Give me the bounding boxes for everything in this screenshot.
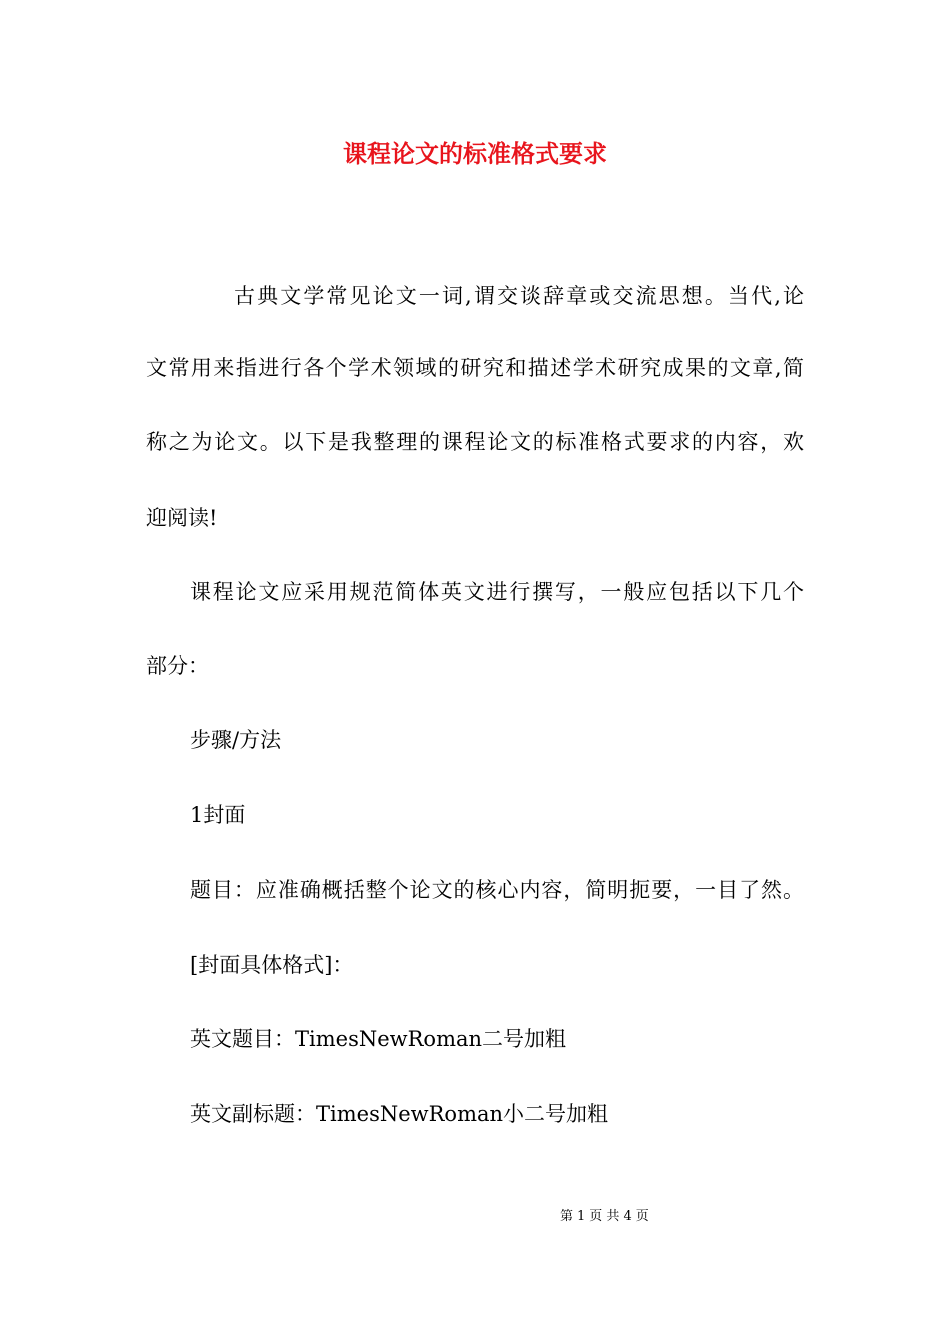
- paragraph-line: 文常用来指进行各个学术领域的研究和描述学术研究成果的文章,简: [146, 356, 804, 380]
- paragraph-line: 课程论文应采用规范简体英文进行撰写，一般应包括以下几个: [190, 580, 804, 604]
- paragraph-line: 称之为论文。以下是我整理的课程论文的标准格式要求的内容，欢: [146, 430, 804, 454]
- section-heading: 步骤/方法: [190, 728, 282, 752]
- paragraph-line: 部分：: [146, 654, 209, 678]
- paragraph-line: 英文题目：TimesNewRoman二号加粗: [190, 1027, 567, 1051]
- paragraph-line: 题目：应准确概括整个论文的核心内容，简明扼要，一目了然。: [190, 878, 804, 902]
- paragraph-line: 迎阅读!: [146, 506, 218, 530]
- footer-mid: 页 共: [589, 1209, 620, 1224]
- document-title: 课程论文的标准格式要求: [343, 139, 607, 168]
- paragraph-line: [封面具体格式]：: [190, 953, 354, 977]
- footer-page-total: 4: [623, 1209, 632, 1224]
- paragraph-line: 英文副标题：TimesNewRoman小二号加粗: [190, 1102, 609, 1126]
- footer-prefix: 第: [560, 1209, 574, 1224]
- footer-suffix: 页: [635, 1209, 649, 1224]
- page-footer: [560, 1208, 653, 1226]
- paragraph-line: 古典文学常见论文一词,谓交谈辞章或交流思想。当代,论: [234, 284, 804, 308]
- footer-page-number: 1: [577, 1209, 586, 1224]
- section-heading: 1封面: [190, 803, 246, 827]
